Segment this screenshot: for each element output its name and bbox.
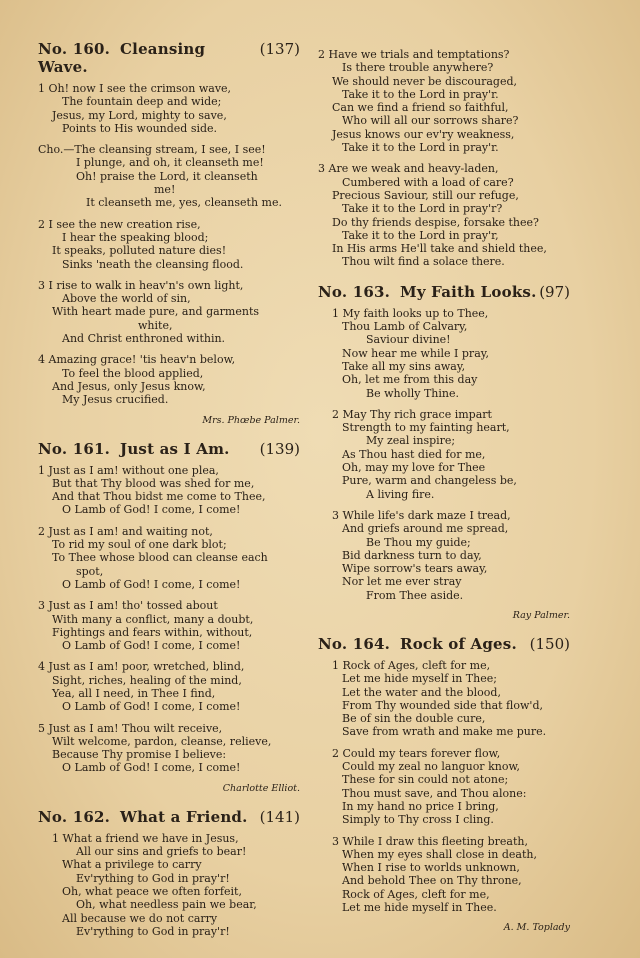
verse [38, 218, 300, 271]
verse-line: 3 While I draw this fleeting breath, [332, 834, 528, 848]
left-column [38, 40, 300, 952]
hymn-number: No. 164. [318, 634, 391, 653]
verse-line: It speaks, polluted nature dies! [52, 244, 227, 258]
hymn-header [38, 440, 300, 458]
verse-line: We should never be discouraged, [332, 74, 518, 88]
verse-line: 1 Oh! now I see the crimson wave, [38, 82, 232, 95]
right-column [318, 48, 570, 947]
verse-line: Nor let me ever stray [342, 575, 462, 589]
tune-number: (137) [259, 40, 300, 58]
hymn-header [318, 283, 570, 301]
verse-line: Jesus knows our ev'ry weakness, [332, 127, 515, 141]
hymn-163 [318, 283, 570, 621]
verse [38, 599, 300, 652]
verse-line: Because Thy promise I believe: [52, 748, 227, 762]
verse-line: And Christ enthroned within. [62, 332, 226, 346]
hymn-header [38, 40, 300, 76]
verse-line: Take it to the Lord in pray'r. [342, 141, 499, 155]
verse-line: O Lamb of God! I come, I come! [62, 639, 241, 653]
verse-line: 1 Rock of Ages, cleft for me, [332, 658, 491, 672]
hymn-header [318, 635, 570, 653]
hymn-title: Rock of Ages. [400, 634, 517, 653]
verse [38, 353, 300, 406]
verse-line: white, [138, 318, 173, 332]
verse-line: 3 While life's dark maze I tread, [332, 508, 511, 522]
verse [38, 279, 300, 345]
verse-line: With heart made pure, and garments [52, 305, 260, 319]
verse-line: Ev'rything to God in pray'r! [76, 871, 230, 885]
verse-line: 1 My faith looks up to Thee, [332, 306, 489, 320]
verse-line: All because we do not carry [62, 911, 218, 925]
verse-line: 4 Just as I am! poor, wretched, blind, [38, 660, 245, 674]
verse-line: To feel the blood applied, [62, 366, 204, 380]
verse-line: Rock of Ages, cleft for me, [342, 887, 490, 901]
verse-line: Jesus, my Lord, mighty to save, [52, 108, 227, 122]
hymn-title: Cleansing Wave. [38, 40, 206, 76]
verse-line: 3 Just as I am! tho' tossed about [38, 599, 218, 613]
tune-number: (150) [529, 634, 570, 653]
verse-line: Yea, all I need, in Thee I find, [52, 686, 216, 700]
verse-line: Do thy friends despise, forsake thee? [332, 215, 539, 229]
hymn-162-continued [318, 48, 570, 269]
verse-line: Ev'rything to God in pray'r! [76, 924, 230, 938]
verse-line: Let me hide myself in Thee; [342, 672, 497, 686]
verse [318, 659, 570, 739]
verse-line: A living fire. [366, 487, 435, 501]
verse [318, 747, 570, 827]
verse [38, 722, 300, 775]
verse-line: And that Thou bidst me come to Thee, [52, 490, 266, 504]
verse-line: My zeal inspire; [366, 434, 456, 448]
verse-line: Take it to the Lord in pray'r, [342, 228, 499, 242]
verse-line: Cho.—The cleansing stream, I see, I see! [38, 143, 266, 157]
verse-line: Pure, warm and changeless be, [342, 474, 517, 488]
hymn-author: A. M. Toplady [503, 922, 570, 934]
verse-line: Oh, may my love for Thee [342, 461, 486, 475]
verse-line: Can we find a friend so faithful, [332, 101, 509, 115]
hymn-author: Mrs. Phœbe Palmer. [202, 414, 300, 426]
verse-line: Who will all our sorrows share? [342, 114, 519, 128]
verse-line: Bid darkness turn to day, [342, 548, 482, 562]
verse-line: Let me hide myself in Thee. [342, 901, 497, 915]
verse-line: Is there trouble anywhere? [342, 61, 494, 75]
verse-line: To Thee whose blood can cleanse each [52, 551, 268, 565]
verse [318, 307, 570, 400]
verse-line: Above the world of sin, [62, 292, 191, 306]
verse-line: Simply to Thy cross I cling. [342, 813, 494, 827]
verse-line: What a privilege to carry [62, 858, 202, 872]
hymn-160 [38, 40, 300, 426]
verse-line: O Lamb of God! I come, I come! [62, 700, 241, 714]
hymn-162 [38, 808, 300, 938]
hymn-number: No. 163. [318, 282, 391, 301]
hymn-title: Just as I Am. [120, 439, 230, 458]
verse-line: Cumbered with a load of care? [342, 175, 514, 189]
verse-line: These for sin could not atone; [342, 773, 509, 787]
verse-line: O Lamb of God! I come, I come! [62, 761, 241, 775]
verse [38, 464, 300, 517]
verse [318, 48, 570, 154]
verse-line: In His arms He'll take and shield thee, [332, 242, 547, 256]
verse [38, 525, 300, 591]
verse-line: Could my zeal no languor know, [342, 760, 521, 774]
hymn-number: No. 160. [38, 40, 111, 58]
verse-line: From Thee aside. [366, 588, 464, 602]
verse [38, 660, 300, 713]
verse-line: My Jesus crucified. [62, 393, 169, 407]
verse-line: O Lamb of God! I come, I come! [62, 503, 241, 517]
verse-line: 1 What a friend we have in Jesus, [52, 831, 239, 845]
verse-line: Saviour divine! [366, 333, 451, 347]
hymn-title: My Faith Looks. [400, 282, 537, 301]
verse-line: And behold Thee on Thy throne, [342, 874, 522, 888]
verse-line: 2 Could my tears forever flow, [332, 746, 501, 760]
verse-line: When I rise to worlds unknown, [342, 861, 520, 875]
tune-number: (97) [539, 282, 570, 301]
verse-line: I plunge, and oh, it cleanseth me! [76, 156, 264, 170]
verse-line: Take it to the Lord in pray'r? [342, 202, 503, 216]
verse-line: Oh, let me from this day [342, 373, 478, 387]
verse-line: Oh, what needless pain we bear, [76, 898, 257, 912]
verse-line: Thou must save, and Thou alone: [342, 786, 527, 800]
verse-line: 5 Just as I am! Thou wilt receive, [38, 721, 223, 735]
verse-line: Wilt welcome, pardon, cleanse, relieve, [52, 734, 272, 748]
tune-number: (139) [259, 439, 300, 458]
verse [318, 509, 570, 602]
verse-line: Now hear me while I pray, [342, 346, 489, 360]
hymn-number: No. 161. [38, 439, 111, 458]
verse-line: When my eyes shall close in death, [342, 847, 537, 861]
verse-line: me! [154, 183, 176, 197]
verse-line: All our sins and griefs to bear! [76, 845, 247, 859]
verse-line: Thou Lamb of Calvary, [342, 320, 468, 334]
verse-line: 1 Just as I am! without one plea, [38, 463, 219, 477]
verse-line: As Thou hast died for me, [342, 447, 486, 461]
hymn-161 [38, 440, 300, 794]
verse-line: Sinks 'neath the cleansing flood. [62, 257, 244, 271]
verse-line: Fightings and fears within, without, [52, 625, 253, 639]
verse [318, 408, 570, 501]
verse-line: Precious Saviour, still our refuge, [332, 188, 519, 202]
verse-line: 2 Just as I am! and waiting not, [38, 524, 213, 538]
verse-line: From Thy wounded side that flow'd, [342, 698, 543, 712]
verse-line: Oh! praise the Lord, it cleanseth [76, 169, 258, 183]
verse [318, 162, 570, 268]
verse-line: Be wholly Thine. [366, 386, 459, 400]
verse-line: spot, [76, 564, 104, 578]
verse-line: Take all my sins away, [342, 359, 466, 373]
verse-line: 3 Are we weak and heavy-laden, [318, 162, 499, 176]
verse-line: 3 I rise to walk in heav'n's own light, [38, 278, 244, 292]
verse [38, 82, 300, 135]
hymn-author: Ray Palmer. [512, 609, 570, 621]
hymn-header [38, 808, 300, 826]
verse-line: It cleanseth me, yes, cleanseth me. [86, 196, 282, 210]
verse-line: Let the water and the blood, [342, 685, 501, 699]
verse-line: Wipe sorrow's tears away, [342, 562, 488, 576]
verse-line: Sight, riches, healing of the mind, [52, 673, 242, 687]
verse-line: Oh, what peace we often forfeit, [62, 884, 242, 898]
verse-line: 2 I see the new creation rise, [38, 217, 201, 231]
verse-line: And Jesus, only Jesus know, [52, 379, 206, 393]
chorus [38, 143, 300, 209]
verse-line: Be of sin the double cure, [342, 712, 486, 726]
hymn-number: No. 162. [38, 807, 111, 826]
verse-line: In my hand no price I bring, [342, 799, 499, 813]
verse-line: Points to His wounded side. [62, 121, 218, 135]
verse-line: To rid my soul of one dark blot; [52, 538, 227, 552]
verse-line: The fountain deep and wide; [62, 95, 222, 109]
verse-line: 2 Have we trials and temptations? [318, 48, 510, 61]
verse-line: Strength to my fainting heart, [342, 421, 510, 435]
verse-line: Be Thou my guide; [366, 535, 471, 549]
verse-line: Thou wilt find a solace there. [342, 255, 505, 269]
verse [318, 835, 570, 915]
hymn-author: Charlotte Elliot. [222, 782, 300, 794]
verse-line: I hear the speaking blood; [62, 230, 209, 244]
verse-line: 4 Amazing grace! 'tis heav'n below, [38, 353, 236, 367]
verse-line: But that Thy blood was shed for me, [52, 476, 255, 490]
verse-line: O Lamb of God! I come, I come! [62, 577, 241, 591]
verse-line: Save from wrath and make me pure. [342, 725, 547, 739]
hymn-164 [318, 635, 570, 933]
verse-line: Take it to the Lord in pray'r. [342, 87, 499, 101]
hymn-title: What a Friend. [120, 807, 248, 826]
verse-line: And griefs around me spread, [342, 522, 509, 536]
verse-line: With many a conflict, many a doubt, [52, 612, 254, 626]
verse-line: 2 May Thy rich grace impart [332, 407, 492, 421]
tune-number: (141) [259, 807, 300, 826]
verse [38, 832, 300, 938]
